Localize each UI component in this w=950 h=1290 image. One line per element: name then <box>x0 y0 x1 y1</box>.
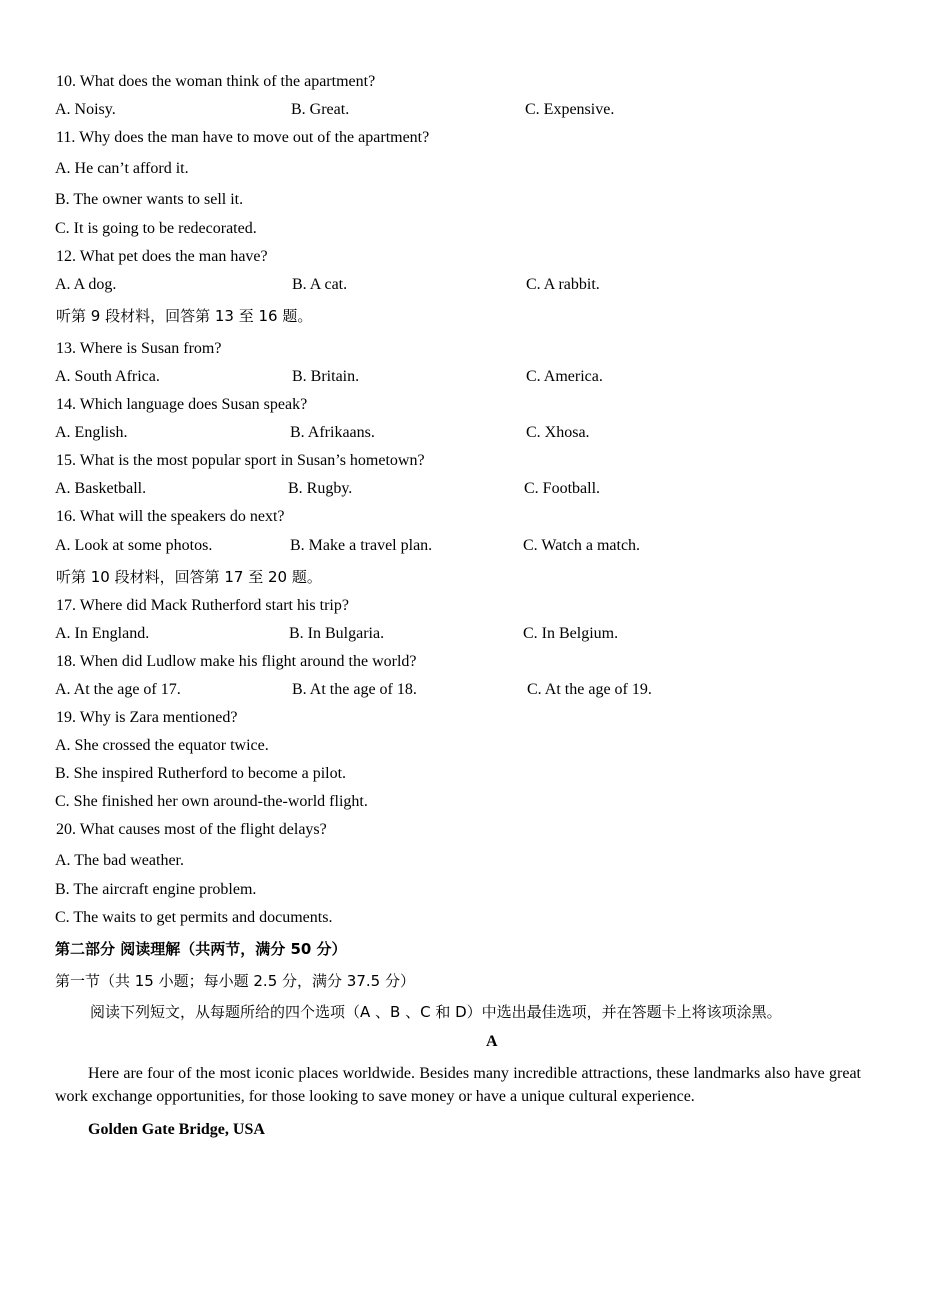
option-c: C. Football. <box>524 480 601 497</box>
option-b: B. In Bulgaria. <box>289 625 385 642</box>
option-a: A. English. <box>55 424 128 441</box>
passage-intro: Here are four of the most iconic places worldwide. Besides many incredible attractions, these landmarks also have great work exchange opportunities, for those looking to save money or have a unique cultural experience. <box>55 1065 861 1105</box>
option-c: C. In Belgium. <box>523 625 619 642</box>
option-c: C. Xhosa. <box>526 424 590 441</box>
question-stem: 16. What will the speakers do next? <box>56 508 285 525</box>
option-c: C. A rabbit. <box>526 276 600 293</box>
option-a: A. He can’t afford it. <box>55 160 189 177</box>
part2-section1: 第一节（共 15 小题；每小题 2.5 分，满分 37.5 分） <box>55 972 415 990</box>
part2-title: 第二部分 阅读理解（共两节，满分 50 分） <box>55 940 347 958</box>
option-b: B. Afrikaans. <box>290 424 375 441</box>
passage-subheading: Golden Gate Bridge, USA <box>88 1121 265 1138</box>
question-stem: 20. What causes most of the flight delays? <box>56 821 327 838</box>
passage-letter: A <box>486 1033 498 1050</box>
option-b: B. Britain. <box>292 368 360 385</box>
option-b: B. The aircraft engine problem. <box>55 881 257 898</box>
option-c: C. The waits to get permits and documents. <box>55 909 333 926</box>
option-c: C. America. <box>526 368 603 385</box>
option-a: A. A dog. <box>55 276 117 293</box>
option-a: A. She crossed the equator twice. <box>55 737 269 754</box>
question-stem: 15. What is the most popular sport in Susan’s hometown? <box>56 452 425 469</box>
option-a: A. Noisy. <box>55 101 116 118</box>
option-c: C. At the age of 19. <box>527 681 652 698</box>
option-b: B. A cat. <box>292 276 348 293</box>
option-c: C. Expensive. <box>525 101 615 118</box>
option-a: A. The bad weather. <box>55 852 184 869</box>
section-header-material-10: 听第 10 段材料，回答第 17 至 20 题。 <box>56 568 322 586</box>
option-b: B. At the age of 18. <box>292 681 417 698</box>
question-stem: 18. When did Ludlow make his flight around the world? <box>56 653 417 670</box>
option-c: C. Watch a match. <box>523 537 641 554</box>
question-stem: 13. Where is Susan from? <box>56 340 222 357</box>
option-c: C. It is going to be redecorated. <box>55 220 257 237</box>
option-a: A. South Africa. <box>55 368 160 385</box>
question-stem: 17. Where did Mack Rutherford start his trip? <box>56 597 349 614</box>
option-a: A. Look at some photos. <box>55 537 213 554</box>
option-b: B. Great. <box>291 101 350 118</box>
question-stem: 10. What does the woman think of the apartment? <box>56 73 376 90</box>
option-a: A. At the age of 17. <box>55 681 181 698</box>
section-header-material-9: 听第 9 段材料，回答第 13 至 16 题。 <box>56 307 313 325</box>
option-b: B. Rugby. <box>288 480 353 497</box>
option-a: A. In England. <box>55 625 150 642</box>
reading-instruction: 阅读下列短文，从每题所给的四个选项（A 、B 、C 和 D）中选出最佳选项，并在答题卡上将该项涂黑。 <box>90 1003 782 1021</box>
question-stem: 11. Why does the man have to move out of the apartment? <box>56 129 430 146</box>
option-a: A. Basketball. <box>55 480 147 497</box>
option-c: C. She finished her own around-the-world flight. <box>55 793 368 810</box>
option-b: B. She inspired Rutherford to become a pilot. <box>55 765 347 782</box>
option-b: B. Make a travel plan. <box>290 537 433 554</box>
question-stem: 19. Why is Zara mentioned? <box>56 709 238 726</box>
option-b: B. The owner wants to sell it. <box>55 191 244 208</box>
question-stem: 14. Which language does Susan speak? <box>56 396 308 413</box>
question-stem: 12. What pet does the man have? <box>56 248 268 265</box>
